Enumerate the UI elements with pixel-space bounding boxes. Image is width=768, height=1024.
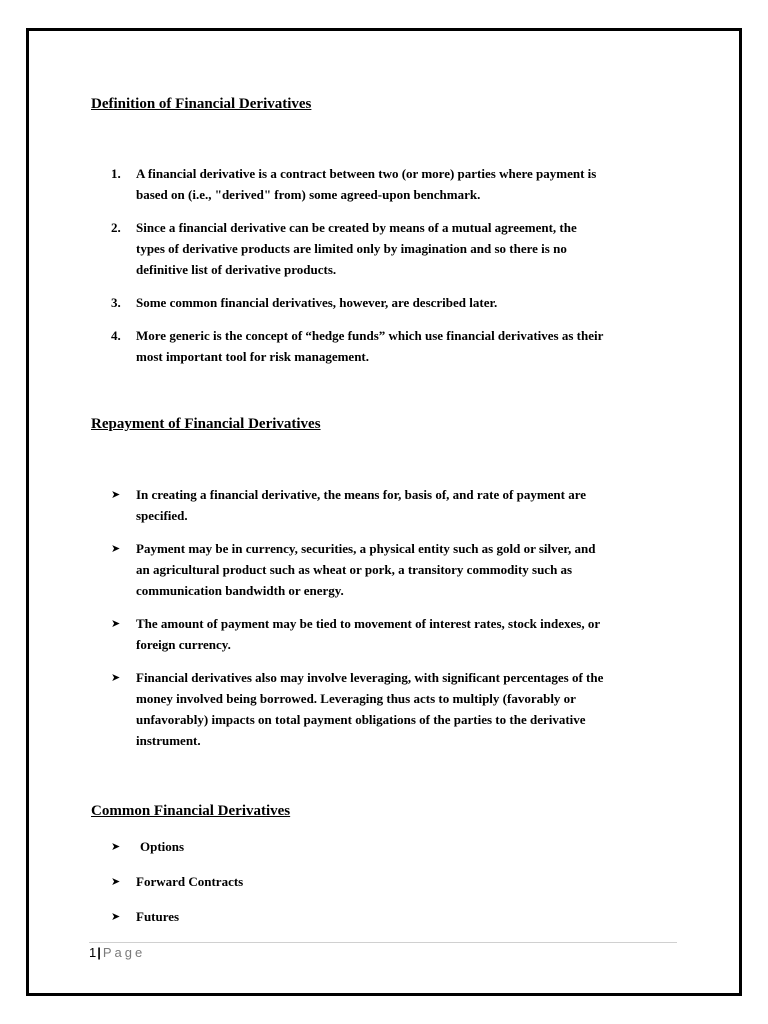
list-number: 1. xyxy=(111,166,121,181)
definition-list xyxy=(91,163,691,367)
common-list xyxy=(91,836,691,927)
list-item xyxy=(91,217,691,280)
list-number: 4. xyxy=(111,328,121,343)
text-line: instrument. xyxy=(136,733,201,748)
text-line: specified. xyxy=(136,508,188,523)
text-line: communication bandwidth or energy. xyxy=(136,583,344,598)
arrowhead-bullet-icon: ➤ xyxy=(111,617,121,630)
text-line: Futures xyxy=(136,909,180,924)
list-item xyxy=(91,836,691,857)
list-item xyxy=(91,667,691,751)
list-item xyxy=(91,871,691,892)
repayment-list xyxy=(91,484,691,751)
text-line: Payment may be in currency, securities, a physical entity such as gold or silver, and xyxy=(136,541,596,556)
text-line: In creating a financial derivative, the means for, basis of, and rate of payment are xyxy=(136,487,587,502)
list-item xyxy=(91,484,691,526)
text-line: definitive list of derivative products. xyxy=(136,262,337,277)
page-number: 1 xyxy=(89,945,97,960)
arrowhead-bullet-icon: ➤ xyxy=(111,910,121,923)
heading-definition: Definition of Financial Derivatives xyxy=(91,96,312,112)
text-line: an agricultural product such as wheat or pork, a transitory commodity such as xyxy=(136,562,573,577)
text-line: unfavorably) impacts on total payment obligations of the parties to the derivative xyxy=(136,712,586,727)
text-line: foreign currency. xyxy=(136,637,231,652)
arrowhead-bullet-icon: ➤ xyxy=(111,875,121,888)
list-number: 3. xyxy=(111,295,121,310)
text-line: A financial derivative is a contract between two (or more) parties where payment is xyxy=(136,166,597,181)
list-item xyxy=(91,906,691,927)
footer-rule xyxy=(89,942,677,943)
list-item xyxy=(91,292,691,313)
list-item xyxy=(91,163,691,205)
list-number: 2. xyxy=(111,220,121,235)
text-line: The amount of payment may be tied to movement of interest rates, stock indexes, or xyxy=(136,616,601,631)
heading-common: Common Financial Derivatives xyxy=(91,803,291,819)
arrowhead-bullet-icon: ➤ xyxy=(111,671,121,684)
text-line: Some common financial derivatives, however, are described later. xyxy=(136,295,498,310)
page-label: Page xyxy=(102,945,146,960)
text-line: Forward Contracts xyxy=(136,874,244,889)
text-line: Since a financial derivative can be created by means of a mutual agreement, the xyxy=(136,220,577,235)
list-item xyxy=(91,325,691,367)
arrowhead-bullet-icon: ➤ xyxy=(111,488,121,501)
text-line: Financial derivatives also may involve leveraging, with significant percentages of the xyxy=(136,670,604,685)
list-item xyxy=(91,538,691,601)
text-line: most important tool for risk management. xyxy=(136,349,370,364)
text-line: types of derivative products are limited only by imagination and so there is no xyxy=(136,241,567,256)
arrowhead-bullet-icon: ➤ xyxy=(111,542,121,555)
text-line: More generic is the concept of “hedge funds” which use financial derivatives as their xyxy=(136,328,604,343)
text-line: Options xyxy=(140,839,185,854)
arrowhead-bullet-icon: ➤ xyxy=(111,840,121,853)
text-line: money involved being borrowed. Leveraging thus acts to multiply (favorably or xyxy=(136,691,576,706)
text-line: based on (i.e., "derived" from) some agreed-upon benchmark. xyxy=(136,187,481,202)
heading-repayment: Repayment of Financial Derivatives xyxy=(91,416,321,432)
page-footer xyxy=(89,944,145,962)
list-item xyxy=(91,613,691,655)
footer-separator: | xyxy=(97,945,101,960)
